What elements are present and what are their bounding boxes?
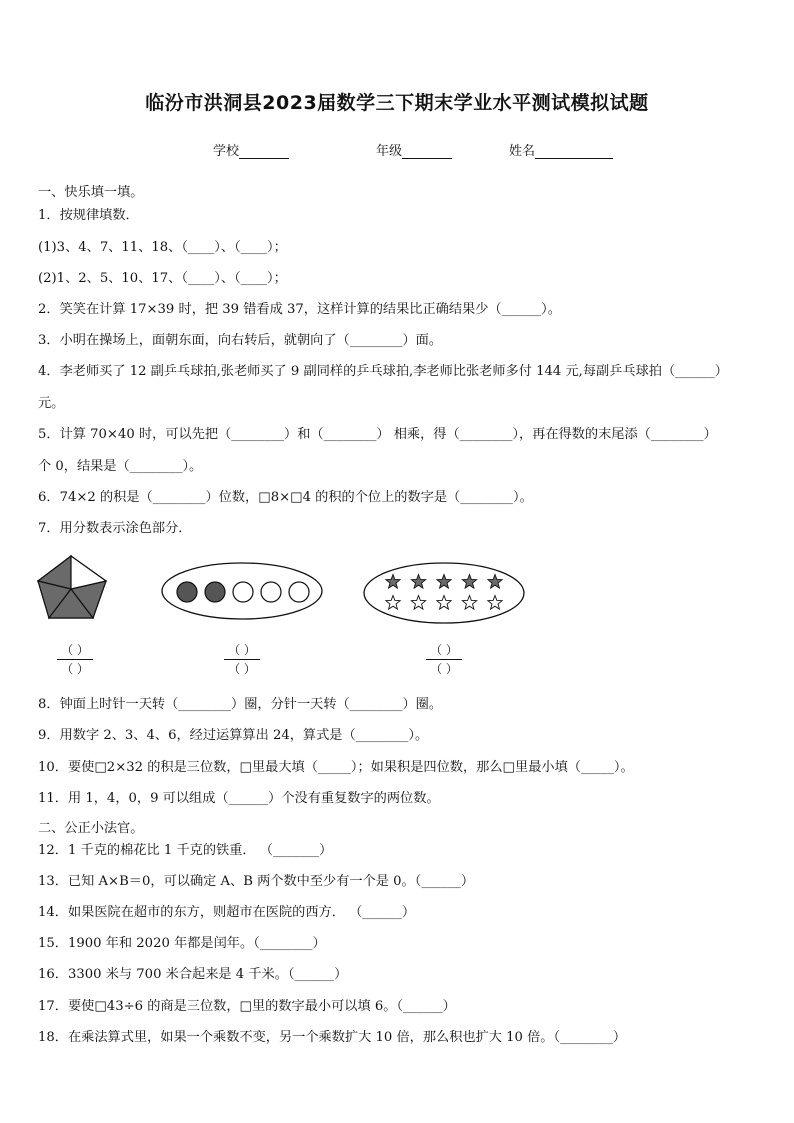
question-3: 3．小明在操场上，面朝东面，向右转后，就朝向了（________）面。 — [38, 333, 443, 348]
star-unshaded — [488, 596, 502, 610]
circle-3 — [233, 582, 253, 602]
fraction-bar — [426, 659, 462, 660]
school-field: 学校 — [213, 140, 289, 159]
question-5-continued: 个 0，结果是（________）。 — [38, 459, 203, 474]
school-blank[interactable] — [239, 144, 289, 159]
fraction-denominator[interactable]: （ ） — [228, 662, 256, 676]
page-title: 临汾市洪洞县2023届数学三下期末学业水平测试模拟试题 — [145, 92, 649, 114]
section-2-heading: 二、公正小法官。 — [38, 821, 144, 836]
star-shaded — [462, 575, 476, 589]
circle-1-shaded — [177, 582, 197, 602]
question-16: 16．3300 米与 700 米合起来是 4 千米。（______） — [38, 967, 348, 982]
star-shaded — [437, 575, 451, 589]
question-4-continued: 元。 — [38, 396, 65, 411]
grade-field: 年级 — [376, 140, 452, 159]
circle-4 — [261, 582, 281, 602]
section-1-heading: 一、快乐填一填。 — [38, 185, 144, 200]
star-unshaded — [437, 596, 451, 610]
question-11: 11．用 1，4，0，9 可以组成（______）个没有重复数字的两位数。 — [38, 791, 440, 806]
star-unshaded — [411, 596, 425, 610]
question-1-part-2: (2)1、2、5、10、17、（____）、（____）； — [38, 271, 287, 286]
question-7: 7．用分数表示涂色部分． — [38, 521, 192, 536]
grade-blank[interactable] — [402, 144, 452, 159]
stars-figure — [363, 562, 527, 626]
question-6: 6．74×2 的积是（________）位数，□8×□4 的积的个位上的数字是（________）。 — [38, 490, 533, 505]
question-17: 17．要使□43÷6 的商是三位数，□里的数字最小可以填 6。（______） — [38, 999, 456, 1014]
star-unshaded — [386, 596, 400, 610]
question-14: 14．如果医院在超市的东方，则超市在医院的西方． （______） — [38, 905, 416, 920]
fraction-blank-2[interactable] — [222, 642, 262, 677]
fraction-numerator[interactable]: （ ） — [61, 643, 89, 657]
stars-oval — [364, 563, 524, 623]
question-18: 18．在乘法算式里，如果一个乘数不变，另一个乘数扩大 10 倍，那么积也扩大 10 倍。（________） — [38, 1030, 627, 1045]
circle-5 — [289, 582, 309, 602]
circles-figure — [161, 562, 325, 624]
circle-2-shaded — [205, 582, 225, 602]
question-1-part-1: (1)3、4、7、11、18、（____）、（____）； — [38, 240, 287, 255]
question-10: 10．要使□2×32 的积是三位数，□里最大填（_____）；如果积是四位数，那么□里最小填（_____）。 — [38, 760, 634, 775]
question-15: 15．1900 年和 2020 年都是闰年。（________） — [38, 936, 326, 951]
star-unshaded — [462, 596, 476, 610]
fraction-bar — [224, 659, 260, 660]
question-4: 4．李老师买了 12 副乒乓球拍,张老师买了 9 副同样的乒乓球拍,李老师比张老师多付 144 元,每副乒乓球拍（______） — [38, 364, 728, 379]
fraction-blank-1[interactable] — [55, 642, 95, 677]
star-shaded — [411, 575, 425, 589]
question-5: 5．计算 70×40 时，可以先把（________）和（________） 相乘，得（________），再在得数的末尾添（________） — [38, 427, 717, 442]
question-8: 8．钟面上时针一天转（________）圈，分针一天转（________）圈。 — [38, 697, 443, 712]
fraction-blank-3[interactable] — [424, 642, 464, 677]
fraction-numerator[interactable]: （ ） — [228, 643, 256, 657]
question-13: 13．已知 A×B＝0，可以确定 A、B 两个数中至少有一个是 0。（______） — [38, 874, 475, 889]
name-blank[interactable] — [535, 144, 613, 159]
fraction-bar — [57, 659, 93, 660]
fraction-denominator[interactable]: （ ） — [430, 662, 458, 676]
name-field: 姓名 — [509, 140, 613, 159]
question-2: 2．笑笑在计算 17×39 时，把 39 错看成 37，这样计算的结果比正确结果少（______）。 — [38, 302, 561, 317]
fraction-denominator[interactable]: （ ） — [61, 662, 89, 676]
question-12: 12．1 千克的棉花比 1 千克的铁重． （_______） — [38, 843, 333, 858]
star-shaded — [488, 575, 502, 589]
star-shaded — [386, 575, 400, 589]
question-1: 1．按规律填数． — [38, 208, 139, 223]
question-9: 9．用数字 2、3、4、6，经过运算算出 24，算式是（________）。 — [38, 728, 429, 743]
fraction-numerator[interactable]: （ ） — [430, 643, 458, 657]
pentagon-figure — [38, 552, 118, 622]
